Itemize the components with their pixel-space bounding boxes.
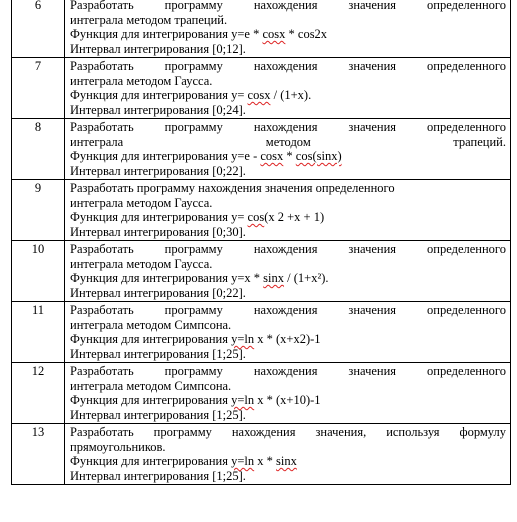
table-row (12, 0, 511, 58)
task-line: Разработать программу нахождения значения определенного (70, 181, 395, 195)
task-number: 6 (12, 0, 65, 58)
task-line: интеграла методом Гаусса. (70, 73, 213, 88)
task-interval: Интервал интегрирования [1;25]. (70, 407, 246, 422)
task-number: 8 (12, 119, 65, 180)
task-description (65, 363, 511, 424)
table-row (12, 302, 511, 363)
task-description (65, 180, 511, 241)
task-line: интеграла методом трапеций. (70, 134, 506, 149)
task-line: интеграла методом Симпсона. (70, 378, 232, 393)
table-row (12, 241, 511, 302)
table-row (12, 363, 511, 424)
task-description (65, 119, 511, 180)
task-description (65, 302, 511, 363)
task-line: интеграла методом Симпсона. (70, 317, 232, 332)
task-line: Разработать программу нахождения значения определенного (70, 0, 506, 12)
task-line: Разработать программу нахождения значения, используя формулу (70, 425, 506, 439)
task-description (65, 241, 511, 302)
task-function: Функция для интегрирования y=x * sinx / (1+x²). (70, 271, 329, 285)
task-function: Функция для интегрирования y=ln x * (x+10)-1 (70, 393, 321, 407)
task-function: Функция для интегрирования y=e * cosx * cos2x (70, 27, 328, 41)
task-line: Разработать программу нахождения значения определенного (70, 303, 506, 317)
task-function: Функция для интегрирования y=e - cosx * cos(sinx) (70, 149, 342, 163)
task-number: 9 (12, 180, 65, 241)
task-number: 12 (12, 363, 65, 424)
task-line: Разработать программу нахождения значения определенного (70, 364, 506, 378)
task-interval: Интервал интегрирования [0;22]. (70, 285, 246, 300)
task-number: 10 (12, 241, 65, 302)
task-description (65, 424, 511, 485)
task-line: Разработать программу нахождения значения определенного (70, 59, 506, 73)
task-description (65, 58, 511, 119)
task-description (65, 0, 511, 58)
table-row (12, 119, 511, 180)
task-function: Функция для интегрирования y=ln x * sinx (70, 454, 297, 468)
task-function: Функция для интегрирования y= cos(x 2 +x + 1) (70, 210, 325, 224)
task-interval: Интервал интегрирования [0;30]. (70, 224, 246, 239)
task-interval: Интервал интегрирования [0;22]. (70, 163, 246, 178)
task-line: прямоугольников. (70, 439, 166, 454)
task-number: 7 (12, 58, 65, 119)
task-number: 11 (12, 302, 65, 363)
task-line: интеграла методом трапеций. (70, 12, 228, 27)
task-function: Функция для интегрирования y= cosx / (1+x). (70, 88, 312, 102)
task-interval: Интервал интегрирования [1;25]. (70, 346, 246, 361)
task-table (11, 0, 511, 485)
task-line: Разработать программу нахождения значения определенного (70, 242, 506, 256)
task-line: Разработать программу нахождения значения определенного (70, 120, 506, 134)
task-line: интеграла методом Гаусса. (70, 256, 213, 271)
table-row (12, 424, 511, 485)
table-row (12, 58, 511, 119)
task-interval: Интервал интегрирования [1;25]. (70, 468, 246, 483)
task-interval: Интервал интегрирования [0;24]. (70, 102, 246, 117)
task-function: Функция для интегрирования y=ln x * (x+x2)-1 (70, 332, 321, 346)
task-line: интеграла методом Гаусса. (70, 195, 213, 210)
table-row (12, 180, 511, 241)
task-number: 13 (12, 424, 65, 485)
task-interval: Интервал интегрирования [0;12]. (70, 41, 246, 56)
